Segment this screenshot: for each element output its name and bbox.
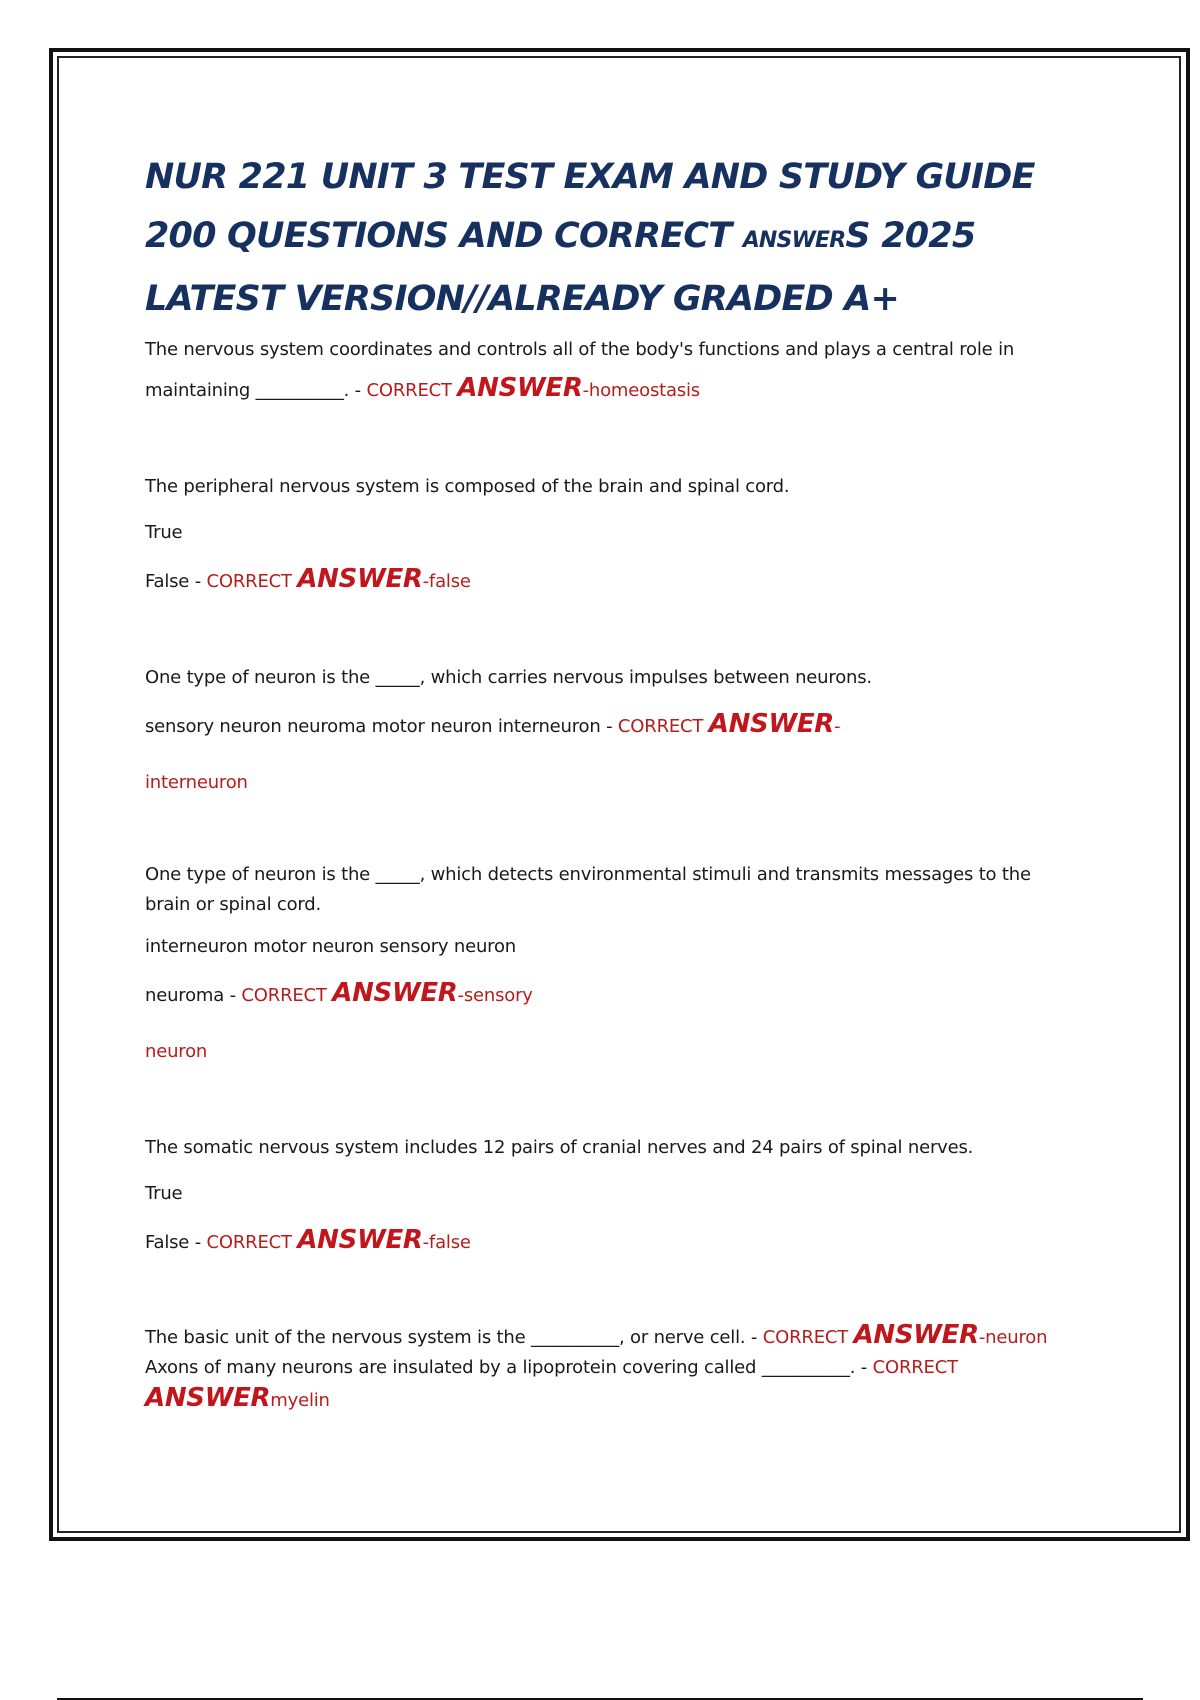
question-1-stem-end: maintaining __________. - [145,380,367,401]
answer-label: ANSWER [708,709,835,739]
answer-label: ANSWER [297,1225,423,1255]
question-4-stem-line1: One type of neuron is the _____, which detects environmental stimuli and transmits messages to the [145,864,1031,885]
question-2-false-text: False - [145,571,207,592]
question-4-options-line1: interneuron motor neuron sensory neuron [145,936,516,957]
answer-label: ANSWER [297,564,423,594]
question-5-answer: -false [422,1232,471,1253]
correct-label: CORRECT [872,1357,958,1378]
question-3-options-text: sensory neuron neuroma motor neuron interneuron - [145,716,618,737]
question-4-answer-part1: -sensory [457,985,533,1006]
title-text-smallcaps: ANSWER [742,228,846,253]
question-4-options-line2 [145,974,1105,1015]
question-2-stem: The peripheral nervous system is composed of the brain and spinal cord. [145,476,790,497]
correct-label: CORRECT [366,380,452,401]
question-7-answer: myelin [270,1390,330,1411]
correct-label: CORRECT [617,716,704,737]
question-3-answer: interneuron [145,772,248,793]
question-6-stem: The basic unit of the nervous system is the __________, or nerve cell. - [145,1327,763,1348]
question-7-line1 [145,1353,1105,1383]
question-3-stem: One type of neuron is the _____, which carries nervous impulses between neurons. [145,667,872,688]
question-1-line1: The nervous system coordinates and controls all of the body's functions and plays a central role in [145,339,1015,360]
question-1-answer: -homeostasis [582,380,700,401]
question-1-line2 [145,369,1105,410]
question-7-line2 [145,1383,1105,1416]
correct-label: CORRECT [241,985,327,1006]
question-3-options [145,705,1105,746]
answer-label: ANSWER [853,1320,979,1350]
question-6 [145,1320,1105,1353]
question-4-options-text: neuroma - [145,985,242,1006]
question-5-stem: The somatic nervous system includes 12 pairs of cranial nerves and 24 pairs of spinal nerves. [145,1137,974,1158]
question-5-false-text: False - [145,1232,207,1253]
correct-label: CORRECT [762,1327,849,1348]
answer-label: ANSWER [332,978,458,1008]
question-6-answer: -neuron [978,1327,1048,1348]
question-7-stem: Axons of many neurons are insulated by a lipoprotein covering called __________. - [145,1357,873,1378]
correct-label: CORRECT [206,571,292,592]
question-4-answer-part2: neuron [145,1041,208,1062]
question-2-option-true: True [145,522,183,543]
answer-dash: - [834,716,841,737]
title-text-part2: S 2025 LATEST VERSION//ALREADY GRADED A+ [145,216,976,319]
title-text-part1: NUR 221 UNIT 3 TEST EXAM AND STUDY GUIDE 200 QUESTIONS AND CORRECT [145,157,1035,256]
correct-label: CORRECT [206,1232,292,1253]
question-2-option-false [145,560,1105,601]
question-2-answer: -false [422,571,471,592]
answer-label: ANSWER [145,1383,271,1413]
document-body [145,148,1105,1416]
question-5-option-true: True [145,1183,183,1204]
answer-label: ANSWER [457,373,583,403]
question-4-stem-line2: brain or spinal cord. [145,894,322,915]
question-5-option-false [145,1221,1105,1262]
document-title [145,148,1105,329]
